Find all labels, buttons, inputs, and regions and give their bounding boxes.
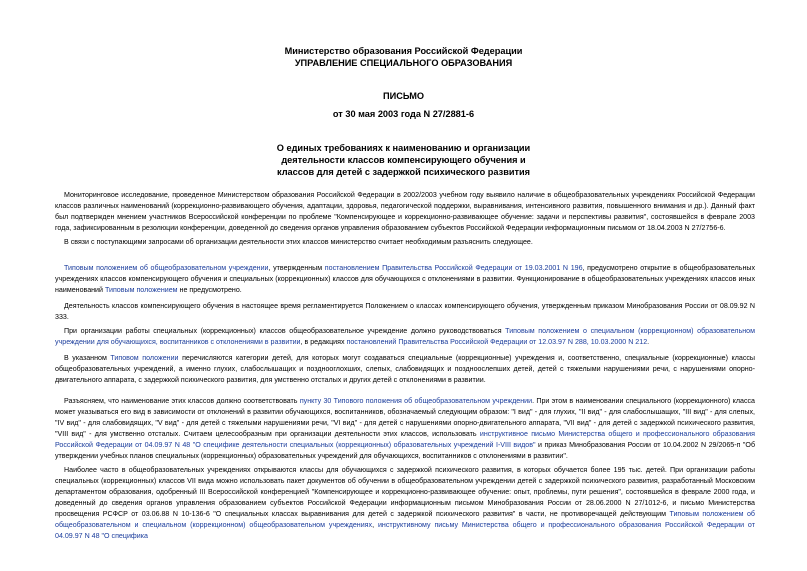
- paragraph-clarification: В связи с поступающими запросами об организации деятельности этих классов министерство считает необходимым разъяснить следующее.: [64, 238, 533, 246]
- link-typical-regulations-general-special[interactable]: Типовым положением об общеобразовательном и специальном (коррекционном) общеобразовательном учреждениях: [55, 510, 755, 529]
- paragraph-typical-regulation: Типовым положением об общеобразовательном учреждении, утвержденным постановлением Правительства Российской Федерации от 19.03.2001 N 196, предусмотрено открытие в общеобразовательных учреждениях классов компенсирующего обучения и специальных (коррекционных) классов для обучающихся с отклонениями в развитии. Функционирование в общеобразовательных учреждениях классов иных наименований Типовым положением не предусмотрено.: [55, 264, 756, 294]
- ministry-name: Министерство образования Российской Федерации: [284, 46, 523, 56]
- paragraph-monitoring: Мониторинговое исследование, проведенное Министерством образования Российской Федерации в 2002/2003 учебном году выявило наличие в общеобразовательных учреждениях Российской Федерации классов различных наименований (коррекционно-развивающего обучения, адаптации, здоровья, педагогической поддержки, выравнивания, интенсивного развития, повышенного внимания и др.). Данный факт был подтвержден мнением участников Всероссийской конференции по проблеме "Компенсирующее и коррекционно-развивающее обучение: задачи и перспективы развития", состоявшейся в феврале 2003 года, зафиксированным в резолюции конференции, доведенной до сведения органов управления образованием субъектов Российской Федерации информационным письмом от 18.04.2003 N 27/2756-6.: [55, 191, 755, 232]
- link-typical-regulation-mention[interactable]: Типовом положении: [110, 354, 179, 362]
- link-typical-regulation-short[interactable]: Типовым положением: [104, 286, 178, 294]
- link-instructive-letter-48[interactable]: инструктивное письмо Министерства общего и профессионального образования Российской Федерации от 04.09.97 N 48 "О специфике деятельности специальных (коррекционных) образовательных учреждений I-VIII видов": [55, 430, 755, 449]
- paragraph-class-naming: Разъясняем, что наименование этих классов должно соответствовать пункту 30 Типового положения об общеобразовательном учреждении. При этом в наименовании специального (коррекционного) класса может указываться его вид в зависимости от отклонений в развитии обучающихся, воспитанников, обозначаемый следующим образом: "I вид" - для глухих, "II вид" - для слабослышащих, "III вид" - для слепых, "IV вид" - для слабовидящих, "V вид" - для детей с тяжелыми нарушениями речи, "VI вид" - для детей с нарушениями опорно-двигательного аппарата, "VII вид" - для детей с задержкой психического развития, "VIII вид" - для умственно отсталых. Считаем целесообразным при организации деятельности этих классов, использовать инструктивное письмо Министерства общего и профессионального образования Российской Федерации от 04.09.97 N 48 "О специфике деятельности специальных (коррекционных) образовательных учреждений I-VIII видов" и приказ Минобразования России от 10.04.2002 N 29/2065-п "Об утверждении учебных планов специальных (коррекционных) образовательных учреждений для обучающихся, воспитанников с отклонениями в развитии".: [55, 397, 756, 460]
- paragraph-compensating-classes: Деятельность классов компенсирующего обучения в настоящее время регламентируется Положением о классах компенсирующего обучения, утвержденным приказом Минобразования России от 08.09.92 N 333.: [55, 302, 755, 321]
- document-title-line-3: классов для детей с задержкой психического развития: [276, 167, 530, 177]
- document-date: от 30 мая 2003 года N 27/2881-6: [332, 109, 475, 119]
- document-title-line-2: деятельности классов компенсирующего обучения и: [281, 155, 526, 165]
- department-name: УПРАВЛЕНИЕ СПЕЦИАЛЬНОГО ОБРАЗОВАНИЯ: [294, 58, 513, 68]
- link-typical-regulation[interactable]: Типовым положением об общеобразовательном учреждении: [64, 264, 269, 272]
- document-type: ПИСЬМО: [382, 91, 425, 101]
- paragraph-child-categories: В указанном Типовом положении перечисляются категории детей, для которых могут создаваться специальные (коррекционные) учреждения и, соответственно, специальные (коррекционные) классы общеобразовательных учреждений, а именно глухих, слабослышащих и позднооглохших, слепых, слабовидящих и поздноослепших детей, детей с тяжелыми нарушениями речи, с нарушениями опорно-двигательного аппарата, с задержкой психического развития, для умственно отсталых и других детей с отклонениями в развитии.: [55, 354, 756, 384]
- link-special-regulation[interactable]: Типовым положением о специальном (коррекционном) образовательном учреждении для обучающихся, воспитанников с отклонениями в развитии: [55, 327, 756, 346]
- link-government-decrees-288-212[interactable]: постановлений Правительства Российской Федерации от 12.03.97 N 288, 10.03.2000 N 212: [346, 338, 648, 346]
- link-instructive-letter-48-specifics[interactable]: инструктивному письму Министерства общего и профессионального образования Российской Федерации от 04.09.97 N 48 "О специфика: [55, 521, 755, 540]
- link-government-decree-196[interactable]: постановлением Правительства Российской Федерации от 19.03.2001 N 196: [324, 264, 583, 272]
- link-point-30[interactable]: пункту 30 Типового положения об общеобразовательном учреждении: [299, 397, 533, 405]
- paragraph-delayed-development: Наиболее часто в общеобразовательных учреждениях открываются классы для обучающихся с задержкой психического развития, в которых обучается более 195 тыс. детей. При организации работы специальных (коррекционных) классов VII вида можно использовать пакет документов об обучении в общеобразовательном учреждении детей с задержкой психического развития, разработанный Московским департаментом образования, одобренный III Всероссийской конференцией "Компенсирующее и коррекционно-развивающее обучение: опыт, проблемы, пути решения", состоявшейся в феврале 2000 года, и доведенный до сведения органов управления образованием субъектов Российской Федерации информационным письмом Минобразования России от 28.06.2000 N 27/1012-6, и письмо Министерства просвещения РСФСР от 03.06.88 N 10-136-6 "О специальных классах выравнивания для детей с задержкой психического развития" в части, не противоречащей действующим Типовым положением об общеобразовательном и специальном (коррекционном) общеобразовательном учреждениях, инструктивному письму Министерства общего и профессионального образования Российской Федерации от 04.09.97 N 48 "О специфика: [55, 466, 755, 540]
- document-title-line-1: О единых требованиях к наименованию и организации: [276, 143, 531, 153]
- paragraph-special-classes: При организации работы специальных (коррекционных) классов общеобразовательное учреждение должно руководствоваться Типовым положением о специальном (коррекционном) образовательном учреждении для обучающихся, воспитанников с отклонениями в развитии, в редакциях постановлений Правительства Российской Федерации от 12.03.97 N 288, 10.03.2000 N 212.: [55, 327, 756, 346]
